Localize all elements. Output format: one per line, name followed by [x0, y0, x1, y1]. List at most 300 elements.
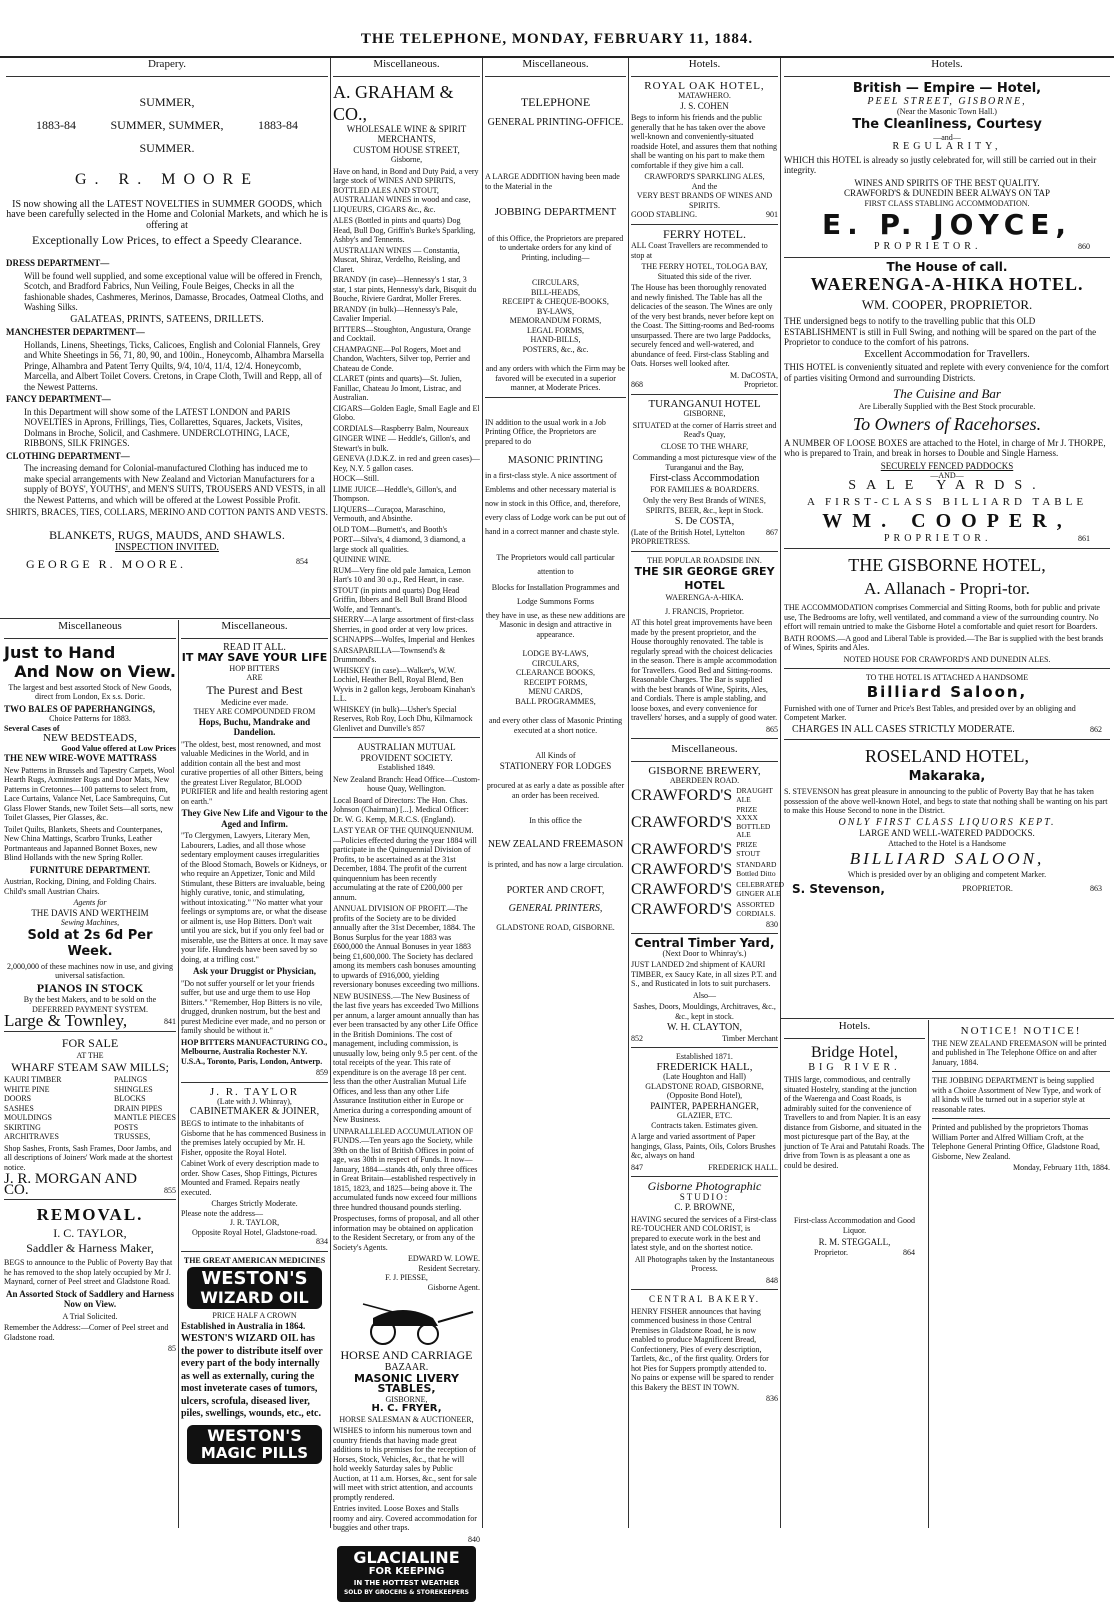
item-line: First-class Accommodation	[649, 473, 760, 484]
crawford-list	[631, 786, 785, 920]
item-line: TWO BALES OF PAPERHANGINGS,	[4, 703, 156, 714]
crawford-row	[631, 860, 778, 880]
section-heading: Miscellaneous.	[373, 58, 440, 70]
wine-item: BRANDY (in bulk)—Hennessy's Pale, Cavalier Imperial.	[333, 304, 458, 323]
item-line: CHARGES IN ALL CASES STRICTLY MODERATE.	[792, 723, 1015, 735]
timber-item: SASHES	[4, 1103, 34, 1113]
dept-text: Will be found well supplied, and some exceptional value will be offered in French, Scotch, and Bradford Fabrics, Nun Veiling, Foule Beiges, Checks in all the fashionable shades, Cashmeres, Merinos, Damasse, Brocades, Oatmeal Cloths, and Washing Silks.	[24, 270, 324, 312]
crawford-product: CELEBRATED GINGER ALE	[736, 880, 785, 898]
body-text: SITUATED at the corner of Harris street and Read's Quay,	[632, 420, 777, 439]
logo-text: FOR KEEPING	[368, 1566, 445, 1577]
carriage-icon	[333, 1292, 480, 1348]
item-line: CRAWFORD'S & DUNEDIN BEER ALWAYS ON TAP	[843, 188, 1051, 198]
intro-text: Exceptionally Low Prices, to effect a Speedy Clearance.	[31, 233, 302, 247]
body-text: AT this hotel great improvements have been made by the present proprietor, and the House thoroughly renovated. The table is regularly spread with the choicest delicacies in the season. There is ample accommodation for Travellers. Good Bed and Sitting-rooms. Reasonable Charges. The Bar is supplied with the best brands of Wine, Spirits, Ales, and Cordials. There is ample stabling, and loose boxes, and every convenience for travellers' horses, and a supply of good water.	[631, 618, 778, 722]
imprint: Printed and published by the proprietors Thomas William Porter and Alfred William Croft, at the Telephone General Printing Office, Gladstone Road, Gisborne, New Zealand.	[932, 1123, 1100, 1161]
body-text: THE JOBBING DEPARTMENT is being supplied with a Choice Assortment of New Type, and work of all kinds will be turned out in a superior style at reasonable rates.	[932, 1076, 1102, 1114]
section-heading: Drapery.	[147, 58, 187, 70]
body-text: FIRST CLASS STABLING ACCOMMODATION.	[864, 198, 1030, 208]
body-text: GISBORNE,	[385, 1394, 428, 1404]
item-line: The Purest and Best	[206, 682, 303, 697]
body-text: LAST YEAR OF THE QUINQUENNIUM.—Policies effected during the year 1884 will participate in the Quinquennial Division of Profits, to be ascertained as at the 31st December, 1884. The profit of the current quinquennium has been recently accumulating at the rate of £200,000 per annum.	[333, 826, 477, 902]
body-text: By the best Makers, and to be sold on the DEFERRED PAYMENT SYSTEM.	[23, 995, 157, 1014]
body-text: GLADSTONE ROAD, GISBORNE,	[645, 1081, 764, 1091]
item-line: REGULARITY,	[892, 141, 1002, 152]
crawford-brand: CRAWFORD'S	[631, 880, 733, 898]
body-text: A Trial Solicited.	[62, 1311, 118, 1321]
firm-name: Large & Townley,	[4, 1011, 128, 1030]
firm-name: FREDERICK HALL,	[656, 1060, 753, 1073]
body-text: BATH ROOMS.—A good and Liberal Table is provided.—The Bar is supplied with the best brands of Wines, Spirits and Ales.	[784, 633, 1104, 652]
section-heading: Miscellaneous.	[522, 58, 589, 70]
item-line: LARGE AND WELL-WATERED PADDOCKS.	[859, 828, 1035, 838]
column-rule	[330, 58, 331, 1528]
headline: IT MAY SAVE YOUR LIFE	[181, 651, 328, 664]
masonic-item: BALL PROGRAMMES,	[515, 696, 596, 706]
headline: E. P. JOYCE,	[821, 208, 1073, 241]
section-heading: Miscellaneous	[58, 620, 122, 632]
body-text: Are Liberally Supplied with the Best Stock procurable.	[858, 402, 1036, 411]
intro-text: IS now showing all the LATEST NOVELTIES in SUMMER GOODS, which have been carefully selected in the Home and Colonial Markets, and which he is offering at	[6, 198, 328, 231]
crawford-row	[631, 880, 785, 900]
body-text: is printed, and has now a large circulation.	[487, 860, 624, 869]
wine-item: GENEVA (J.D.K.Z. in red and green cases)—Key, N.Y. 5 gallon cases.	[333, 454, 480, 473]
dept-text: The increasing demand for Colonial-manufactured Clothing has induced me to make special arrangements with New Zealand and Victorian Manufacturers for a supply of BOYS', YOUTHS', and MEN'S SUITS, TROUSERS AND VESTS, in all the Newest Patterns, and which will be offered at the Lowest Possible Profit.	[24, 463, 326, 505]
inspection-line: INSPECTION INVITED.	[115, 541, 219, 553]
body-text: Good Value offered at Low Prices	[61, 743, 176, 753]
ad-number: 85	[168, 1344, 176, 1353]
wine-item: LIME JUICE—Heddle's, Gillon's, and Thompson.	[333, 484, 457, 503]
year-right: 1883-84	[258, 117, 298, 132]
column-rule	[178, 620, 179, 1528]
body-text: HOP BITTERS	[229, 663, 280, 673]
body-text: Charges Strictly Moderate.	[211, 1199, 298, 1208]
body-text: A NUMBER OF LOOSE BOXES are attached to the Hotel, in charge of Mr J. THORPE, who is prepared to Train, and break in horses to Double and Single Harness.	[784, 437, 1106, 458]
body-text: All Kinds of	[535, 751, 576, 760]
body-text: Please note the address—	[181, 1208, 263, 1218]
item-line: THE GREAT AMERICAN MEDICINES	[183, 1255, 326, 1265]
wine-item: OLD TOM—Burnett's, and Booth's	[333, 524, 448, 534]
headline: BILLIARD SALOON,	[849, 849, 1045, 868]
body-text: J. R. TAYLOR,	[229, 1218, 280, 1227]
wine-item: BITTERS—Stoughton, Angustura, Orange and Cocktail.	[333, 324, 471, 343]
body-text: (Late of the British Hotel, Lyttelton PROPRIETRESS.	[631, 527, 745, 546]
timber-item: KAURI TIMBER	[4, 1075, 62, 1084]
body-text: THIS HOTEL is conveniently situated and replete with every convenience for the comfort of parties visiting Ormond and surrounding Districts.	[784, 362, 1110, 383]
body-text: Furnished with one of Turner and Price's Best Tables, and presided over by an obliging and Competent Marker.	[784, 703, 1076, 722]
column-rule	[928, 1020, 929, 1528]
body-text: GLAZIER, ETC.	[676, 1111, 733, 1120]
logo-text: GLACIALINE	[353, 1548, 460, 1567]
body-text: NEW BUSINESS.—The New Business of the last five years has exceeded Two Millions per annum, a larger amount annually than has ever been transacted by any other Life Office in the British Dominions. The cost of management, including commission, is unusually low, being only 9.5 per cent. of the total receipts of the year. This rate of expenditure is on the average 18 per cent. less than the other Australian Mutual Life Offices, and less than any other Life Assurance Institution either in Europe or America during a corresponding amount of New Business.	[333, 991, 480, 1124]
body-text: Shop Sashes, Fronts, Sash Frames, Door Jambs, and all descriptions of Joiners' Work made at the shortest notice.	[4, 1143, 173, 1172]
body-text: AT THE	[76, 1050, 104, 1060]
body-text: (Opposite Bond Hotel),	[666, 1091, 743, 1100]
body-text: "To Clergymen, Lawyers, Literary Men, Labourers, Ladies, and all those whose sedentary employment causes irregularities of the Blood Stomach, Bowels or Kidneys, or who require an Appetizer, Tonic and Mild Stimulant, these Bitters are invaluable, being highly curative, tonic, and stimulating, without intoxicating." "No matter what your feelings or symptoms are, or what the disease or ailment is, use Hop Bitters. Don't wait until you are sick, but if you only feel bad or miserable, use the Bitters at once. It may save your life. Hundreds have been saved by so doing, at a trifling cost."	[181, 831, 328, 964]
body-text: Commanding a most picturesque view of the Turanganui and the Bay,	[632, 453, 777, 472]
hotel-name: THE GISBORNE HOTEL,	[848, 555, 1046, 575]
drapery-section	[6, 58, 328, 618]
body-text: HAVING secured the services of a First-class RE-TOUCHER AND COLORIST, is prepared to execute work in the best and latest style, and on the shortest notice.	[631, 1214, 777, 1252]
item-line: BAZAAR.	[384, 1362, 429, 1373]
body-text: All Photographs taken by the Instantaneous Process.	[634, 1254, 775, 1273]
crawford-product: DRAUGHT ALE	[736, 786, 773, 804]
section-rule	[0, 618, 330, 619]
section-heading: Hotels.	[688, 58, 721, 70]
crawford-product: PRIZE XXXX BOTTLED ALE	[736, 804, 771, 839]
item-line: PIANOS IN STOCK	[36, 980, 144, 995]
item-line: HORSE AND CARRIAGE	[340, 1348, 473, 1362]
dept-text: In this Department will show some of the LATEST LONDON and PARIS NOVELTIES in Aprons, Frillings, Ties, Collarettes, Squares, Jackets, Visites, Dolmans in Broche, Solicil, and Cashmere. UNDERCLOTHING, LACE, RIBBONS, SILK FRINGES.	[24, 406, 303, 448]
item-line: GENERAL PRINTING-OFFICE.	[487, 116, 624, 128]
logo-text: WESTON'S	[201, 1268, 308, 1289]
body-text: Proprietor.	[744, 380, 778, 389]
body-text: A large and varied assortment of Paper hangings, Glass, Paints, Oils, Colors Brushes &c, always on hand	[631, 1132, 776, 1160]
body-text: Established 1871.	[676, 1052, 733, 1061]
body-text: And the	[691, 181, 718, 191]
headline: NOTICE! NOTICE!	[960, 1025, 1082, 1037]
item-line: MERCHANTS,	[377, 134, 436, 144]
ad-number: 864	[903, 1247, 915, 1257]
body-text: PROPRIETOR.	[962, 884, 1013, 893]
body-text: Which is presided over by an obliging and competent Marker.	[847, 870, 1047, 879]
body-text: THIS large, commodious, and centrally situated Hostelry, standing at the junction of the Waerenga and Coast Roads, is admirably suited for the convenience of Travellers to and from Napier. It is an easy distance from Gisborne, and situated in the most picturesque part of the Bay, at the junction of Te Arai and Patutahi Roads. The drive from Town is as pleasant a one as could be desired.	[784, 1075, 925, 1170]
wine-item: HOCK—Still.	[333, 474, 380, 483]
body-text: —AND—	[930, 471, 964, 480]
item-line: H. C. FRYER,	[371, 1403, 442, 1414]
firm-name: Gisborne Photographic	[647, 1179, 762, 1193]
body-text: procured at as early a date as possible after an order has been received.	[486, 781, 625, 800]
body-text: Begs to inform his friends and the public generally that he has taken over the above well-known and conveniently-situated roadside Hotel, and assures them that nothing shall be wanting on his part to make them comfortable if they give him a call.	[631, 113, 777, 170]
crawford-product: STANDARD Bottled Ditto	[736, 860, 777, 878]
headline: WM. COOPER,	[822, 509, 1072, 532]
body-text: FOR FAMILIES & BOARDERS.	[650, 484, 759, 494]
dept-heading: MANCHESTER DEPARTMENT—	[6, 327, 145, 337]
body-text: they have in use, as these new additions are Masonic in design and attractive in appearance.	[485, 610, 626, 639]
westons-logo	[187, 1267, 322, 1309]
masthead	[0, 30, 1114, 58]
body-text: (Late with J. Whinray),	[217, 1097, 292, 1106]
body-text: Medicine ever made.	[220, 697, 289, 707]
crawford-brand: CRAWFORD'S	[631, 840, 733, 858]
hotel-name: ROYAL OAK HOTEL,	[644, 79, 765, 92]
headline: The Cuisine and Bar	[893, 386, 1001, 401]
item-line: PROPRIETOR.	[874, 241, 982, 252]
body-text: THE NEW ZEALAND FREEMASON will be printed and published in The Telephone Office on and after January, 1884.	[932, 1038, 1107, 1067]
wine-item: AUSTRALIAN WINES — Constantia, Muscat, Shiraz, Verdelho, Reisling, and Claret.	[333, 245, 460, 274]
ad-number: 840	[468, 1534, 480, 1544]
body-text: Choice Patterns for 1883.	[49, 714, 131, 723]
body-text: Sewing Machines,	[60, 918, 120, 927]
body-text: HOP BITTERS MANUFACTURING CO., Melbourne, Australia Rochester N.Y. U.S.A., Toronto, Paris, London, Antwerp.	[181, 1037, 328, 1066]
item-line: THE DAVIS AND WERTHEIM	[31, 907, 149, 918]
hotel-name: WAERENGA-A-HIKA HOTEL.	[810, 274, 1084, 294]
wine-item: CLARET (pints and quarts)—St. Julien, Fanillac, Chateau Jo Imont, Listrac, and Australian.	[333, 374, 462, 402]
logo-text: WESTON'S	[207, 1425, 302, 1445]
dept-heading: FANCY DEPARTMENT—	[6, 394, 111, 404]
crawford-row	[631, 840, 778, 860]
ad-number: 861	[1078, 533, 1090, 543]
body-text: Local Board of Directors: The Hon. Chas. Johnson (Chairman) [...]. Medical Officer: Dr. W. G. Kemp, M.R.C.S. (England).	[333, 795, 469, 824]
firm-name: A. GRAHAM & CO.,	[333, 81, 454, 124]
hotels-section-3	[784, 1020, 925, 1528]
item-line: PEEL STREET, GISBORNE,	[867, 95, 1027, 107]
logo-text: SOLD BY GROCERS & STOREKEEPERS	[343, 1589, 469, 1596]
ad-number: 854	[296, 557, 308, 566]
body-text: Resident Secretary.	[418, 1263, 480, 1273]
item-line: PORTER AND CROFT,	[506, 884, 605, 896]
item-line: PROPRIETOR.	[884, 532, 992, 544]
wine-item: WHISKEY (in case)—Walker's, W.W. Lochiel, Heather Bell, Royal Blend, Ben Wyvis in 2 gallon kegs, Jeroboam Kinahan's L.L.	[333, 665, 476, 703]
body-text: HORSE SALESMAN & AUCTIONEER,	[339, 1414, 474, 1424]
body-text: (Late Houghton and Hall)	[663, 1072, 746, 1081]
masonic-item: MENU CARDS,	[528, 687, 583, 696]
headline: And Now on View.	[14, 661, 176, 681]
headline: Central Timber Yard,	[634, 936, 775, 950]
timber-item: WHITE PINE	[4, 1084, 50, 1094]
masthead-title: THE TELEPHONE, MONDAY, FEBRUARY 11, 1884.	[360, 31, 754, 47]
firm-name: J. R. MORGAN AND CO.	[4, 1171, 137, 1198]
ad-number: 860	[1078, 242, 1090, 251]
body-text: Have on hand, in Bond and Duty Paid, a very large stock of WINES AND SPIRITS, BOTTLED ALES AND STOUT, AUSTRALIAN WINES in wood and case, LIQUEURS, CIGARS &c., &c.	[333, 166, 479, 214]
item-line: FURNITURE DEPARTMENT.	[29, 864, 151, 875]
item-line: J. R. TAYLOR	[209, 1085, 300, 1098]
body-text: "The oldest, best, most renowned, and most valuable Medicines in the World, and in addition contain all the best and most curative properties of all other Bitters, being the greatest Liver Regulator, BLOOD PURIFIER and life and health restoring agent on earth."	[181, 739, 328, 806]
hotel-name: British — Empire — Hotel,	[852, 80, 1042, 96]
body-text: Entries invited. Loose Boxes and Stalls roomy and airy. Covered accommodation for buggies and other traps.	[333, 1504, 477, 1532]
masonic-list	[485, 649, 626, 706]
print-item: BILL-HEADS,	[530, 287, 581, 297]
dept-heading: CLOTHING DEPARTMENT—	[6, 450, 130, 461]
body-text: CLOSE TO THE WHARF,	[660, 441, 749, 451]
misc-section-2	[181, 620, 328, 1528]
print-item: LEGAL FORMS,	[526, 325, 585, 335]
logo-text: WIZARD OIL	[200, 1288, 309, 1307]
body-text: An Assorted Stock of Saddlery and Harness Now on View.	[5, 1288, 175, 1309]
wine-item: RUM—Very fine old pale Jamaica, Lemon Hart's 10 and 30 o.p., Red Heart, in case.	[333, 565, 471, 584]
timber-item: BLOCKS	[114, 1094, 146, 1103]
print-list	[485, 278, 626, 354]
item-line: C. P. BROWNE,	[674, 1202, 735, 1212]
section-heading: Miscellaneous.	[221, 620, 288, 632]
column-rule	[628, 58, 629, 1528]
body-text: Only the very Best Brands of WINES, SPIRITS, BEER, &c., kept in Stock.	[643, 496, 766, 515]
crawford-product: PRIZE STOUT	[736, 840, 761, 858]
item-line: Established in Australia in 1864.	[181, 1320, 306, 1331]
body-text: Several Cases of	[4, 723, 60, 733]
item-line: NEW ZEALAND FREEMASON	[487, 838, 624, 850]
blankets-line: BLANKETS, RUGS, MAUDS, AND SHAWLS.	[49, 527, 285, 542]
wine-item: WHISKEY (in bulk)—Usher's Special Reserves, Rob Roy, Loch Dhu, Kilmarnock Glenlivet and Dunville's 857	[333, 704, 473, 733]
wine-item: GINGER WINE — Heddle's, Gillon's, and Stewart's in bulk.	[333, 434, 471, 453]
ad-number: 855	[164, 1185, 176, 1195]
body-text: EDWARD W. LOWE.	[408, 1254, 480, 1263]
item-line: GENERAL PRINTERS,	[508, 903, 603, 914]
body-text: GLADSTONE ROAD, GISBORNE.	[496, 922, 615, 932]
body-text: Toilet Quilts, Blankets, Sheets and Counterpanes, New China Mattings, Scarbro Trunks, Leather Portmanteaus and Japanned Bonnet Boxes, new Blind Hollands with the new Spring Roller.	[4, 824, 163, 862]
body-text: THE FERRY HOTEL, TOLOGA BAY,	[641, 262, 768, 271]
item-line: THE NEW WIRE-WOVE MATTRASS	[4, 753, 157, 763]
item-line: PAINTER, PAPERHANGER,	[650, 1100, 759, 1111]
body-text: MATAWHERO.	[678, 91, 731, 100]
body-text: Opposite Royal Hotel, Gladstone-road.	[191, 1227, 318, 1237]
body-text: JUST LANDED 2nd shipment of KAURI TIMBER, ex Saucy Kate, in all sizes P.T. and S., and Rusticated in lots to suit purchasers.	[631, 960, 777, 988]
notice-section	[932, 1020, 1110, 1528]
body-text: Agents for	[73, 898, 107, 907]
body-text: ALL Coast Travellers are recommended to stop at	[631, 241, 768, 260]
item-line: I. C. TAYLOR,	[53, 1226, 127, 1240]
body-text: and any orders with which the Firm may be favored will be executed in a superior manner, at Moderate Prices.	[485, 364, 626, 392]
item-line: READ IT ALL.	[223, 641, 286, 653]
body-text: F. J. PIESSE,	[385, 1273, 428, 1282]
advertiser-name: G. R. MOORE	[74, 170, 259, 188]
body-text: BEGS to announce to the Public of Poverty Bay that he has removed to the shop lately occupied by Mr J. Maynard, corner of Peel street and Gladstone Road.	[4, 1258, 173, 1286]
body-text: ABERDEEN ROAD.	[669, 776, 740, 785]
body-text: Attached to the Hotel is a Handsome	[888, 838, 1006, 848]
item-line: JOBBING DEPARTMENT	[494, 206, 617, 218]
timber-item: TRUSSES,	[114, 1132, 151, 1141]
item-line: STUDIO:	[679, 1191, 730, 1202]
hotel-name: Bridge Hotel,	[810, 1043, 899, 1061]
body-text: (Next Door to Whinray's.)	[662, 948, 747, 958]
print-item: RECEIPT & CHEQUE-BOOKS,	[502, 297, 609, 306]
carriage-illustration	[333, 1292, 480, 1348]
timber-item: ARCHITRAVES	[4, 1132, 59, 1141]
firm-name: GISBORNE BREWERY,	[648, 764, 761, 777]
body-text: The Proprietors would call particular attention to	[496, 552, 615, 576]
timber-item: DRAIN PIPES	[114, 1103, 163, 1113]
item-line: MASONIC PRINTING	[507, 455, 604, 466]
ad-number: 901	[766, 210, 778, 219]
body-text: Timber Merchant	[722, 1033, 778, 1043]
hotel-name: THE SIR GEORGE GREY HOTEL	[634, 565, 775, 592]
crawford-brand: CRAWFORD'S	[631, 813, 733, 831]
body-text: ARE	[246, 673, 263, 682]
hotels-section-2	[784, 58, 1110, 1018]
item-line: CUSTOM HOUSE STREET,	[353, 144, 460, 155]
item-line: A FIRST-CLASS BILLIARD TABLE	[806, 496, 1088, 508]
headline: Makaraka,	[908, 769, 986, 784]
item-line: STATIONERY FOR LODGES	[499, 760, 612, 771]
body-text: WHICH this HOTEL is already so justly celebrated for, will still be carried out in their integrity.	[784, 154, 1097, 175]
misc-section-3	[333, 58, 480, 1596]
ad-number: 847	[631, 1162, 643, 1172]
item-line: Hops, Buchu, Mandrake and Dandelion.	[198, 716, 311, 737]
wine-item: PORT—Silva's, 4 diamond, 3 diamond, a large stock all qualities.	[333, 535, 466, 554]
item-line: ONLY FIRST CLASS LIQUORS KEPT.	[838, 816, 1056, 828]
year-left: 1883-84	[36, 117, 76, 132]
summer-line: SUMMER, SUMMER,	[110, 117, 224, 132]
hotels-section-1	[631, 58, 785, 1528]
body-text: Remember the Address:—Corner of Peel street and Gladstone road.	[4, 1323, 169, 1342]
ad-number: 830	[766, 919, 778, 929]
item-line: NEW BEDSTEADS,	[43, 732, 137, 744]
body-text: THEY ARE COMPOUNDED FROM	[193, 707, 316, 716]
body-text: A LARGE ADDITION having been made to the Material in the	[485, 172, 620, 191]
item-line: Ask your Druggist or Physician,	[193, 966, 316, 976]
headline: To Owners of Racehorses.	[852, 413, 1042, 434]
wine-item: LIQUERS—Curaçoa, Maraschino, Vermouth, and Absinthe.	[333, 504, 446, 523]
body-text: 2,000,000 of these machines now in use, and giving universal satisfaction.	[7, 961, 173, 980]
body-text: in a first-class style. A nice assortment of Emblems and other necessary material is now in stock in this Office, and, therefore, every class of Lodge work can be put out of hand in a correct manner and chaste style.	[485, 470, 626, 536]
hotel-name: FERRY HOTEL.	[663, 226, 746, 241]
body-text: WESTON'S WIZARD OIL has the power to distribute itself over every part of the body internally as well as externally, curing the most inveterate cases of tumors, ulcers, scrofula, diseased liver, piles, swellings, wounds, etc., etc.	[181, 1333, 323, 1419]
headline: Just to Hand	[4, 642, 116, 662]
item-line: WHOLESALE WINE & SPIRIT	[346, 123, 467, 134]
body-text: "Do not suffer yourself or let your friends suffer, but use and urge them to use Hop Bitters." "Remember, Hop Bitters is no vile, drugged, drunken nostrum, but the best and purest Medicine ever made, and no person or family should be without it."	[181, 978, 326, 1035]
item-line: WINES AND SPIRITS OF THE BEST QUALITY.	[854, 177, 1040, 188]
item-line: They Give New Life and Vigour to the Aged and Infirm.	[181, 808, 328, 829]
body-text: S. STEVENSON has great pleasure in announcing to the public of Poverty Bay that he has taken possession of the above well-known Hotel, and begs to state that nothing shall be wanting on his part to make this House Second to none in the District.	[784, 787, 1108, 815]
item-line: J. S. COHEN	[680, 100, 729, 111]
dept-text: GALATEAS, PRINTS, SATEENS, DRILLETS.	[70, 313, 264, 325]
logo-text: MAGIC PILLS	[200, 1443, 309, 1462]
item-line: Saddler & Harness Maker,	[26, 1241, 154, 1255]
body-text: Prospectuses, forms of proposal, and all other information may be obtained on application to the Resident Secretary, or from any of the Society's Agents.	[333, 1214, 480, 1252]
headline: The House of call.	[886, 259, 1008, 274]
dept-text: Hollands, Linens, Sheetings, Ticks, Calicoes, English and Colonial Flannels, Grey and White Sheetings in 56, 71, 80, 90, and 100in., Honeycomb, Alhambra Marsella Pringe, Alhambra and Patent Terry Quilts, 9/4, 10/4, 11/4, 12/4. Honeycomb, Marcella, and Albert Toilet Covers. Cretons, in Crape Cloth, Twill and Repp, all of the Newest Patterns.	[24, 339, 325, 392]
body-text: Sashes, Doors, Mouldings, Architraves, &c., &c., kept in stock.	[633, 1002, 776, 1021]
body-text: UNPARALLELED ACCUMULATION OF FUNDS.—Ten years ago the Society, while 39th on the list of British Offices in point of age, was 30th in respect of Funds. It now—January, 1884—stands 4th, only three offices in Great Britain—established respectively in 1815, 1823, and 1825—being above it. The accumulated funds now exceed four millions three hundred thousand pounds sterling.	[333, 1126, 478, 1212]
timber-item: POSTS	[114, 1122, 139, 1132]
body-text: GOOD STABLING.	[631, 210, 698, 219]
item-line: TELEPHONE	[520, 94, 591, 109]
body-text: First-class Accommodation and Good Liquor.	[793, 1216, 916, 1235]
masonic-item: LODGE BY-LAWS,	[522, 649, 589, 658]
item-line: CABINETMAKER & JOINER,	[189, 1105, 320, 1117]
masonic-item: CLEARANCE BOOKS,	[515, 668, 596, 677]
ad-number: 862	[1090, 724, 1102, 734]
headline: SALE YARDS.	[848, 477, 1046, 493]
body-text: —and—	[933, 132, 961, 142]
body-text: Also—	[692, 990, 717, 1000]
ad-number: 841	[164, 1017, 176, 1026]
crawford-brand: CRAWFORD'S	[631, 786, 733, 804]
body-text: PRICE HALF A CROWN	[212, 1311, 297, 1320]
magic-pills-logo	[187, 1425, 322, 1464]
wine-list	[333, 216, 480, 733]
body-text: Austrian, Rocking, Dining, and Folding Chairs. Child's small Austrian Chairs.	[4, 877, 157, 896]
item-line: R. M. STEGGALL,	[818, 1237, 891, 1247]
print-item: BY-LAWS,	[537, 306, 574, 316]
body-text: Situated this side of the river.	[657, 271, 752, 281]
headline: S. Stevenson,	[792, 881, 885, 896]
logo-text: IN THE HOTTEST WEATHER	[353, 1578, 460, 1587]
body-text: Contracts taken. Estimates given.	[651, 1120, 758, 1130]
item-line: SECURELY FENCED PADDOCKS	[880, 460, 1014, 471]
timber-item: DOORS	[4, 1094, 32, 1103]
item-line: CENTRAL BAKERY.	[648, 1294, 760, 1304]
wine-item: CORDIALS—Raspberry Balm, Noureaux	[333, 423, 469, 433]
crawford-brand: CRAWFORD'S	[631, 860, 733, 878]
hotel-name: TURANGANUI HOTEL	[648, 397, 761, 410]
crawford-row	[631, 786, 778, 806]
masonic-item: CIRCULARS,	[532, 658, 579, 668]
misc-section-4	[485, 58, 626, 1528]
masonic-item: RECEIPT FORMS,	[523, 677, 588, 687]
item-line: FOR SALE	[61, 1035, 119, 1050]
print-item: CIRCULARS,	[532, 278, 579, 287]
summer-line: SUMMER.	[139, 140, 195, 155]
ad-number: 834	[316, 1237, 328, 1246]
crawford-row	[631, 900, 778, 920]
glacialine-logo	[337, 1546, 476, 1602]
body-text: WISHES to inform his numerous town and country friends that having made great additions to his premises for the reception of Horses, Stock, Vehicles, &c., that he will hold weekly Saturday sales by Public Auction, at 11 a.m. Horses, &c., sent for sale will meet with strict attention, and accounts promptly rendered.	[333, 1426, 477, 1502]
body-text: ANNUAL DIVISION OF PROFIT.—The profits of the Society are to be divided annually after the 31st December, 1884. The Bonus Surplus for the year 1883 was £600,000 the Annual Bonuses in year 1883 being £1,600,000. The Society has declared among its members cash bonuses amounting to upwards of £916,000, yielding reversionary bonuses exceeding two millions.	[333, 904, 480, 989]
ad-number: 859	[316, 1068, 328, 1077]
wine-item: CHAMPAGNE—Pol Rogers, Moet and Chandon, Wachters, Silver top, Perrier and Chateau de Conde.	[333, 344, 470, 373]
ad-number: 867	[766, 527, 778, 537]
